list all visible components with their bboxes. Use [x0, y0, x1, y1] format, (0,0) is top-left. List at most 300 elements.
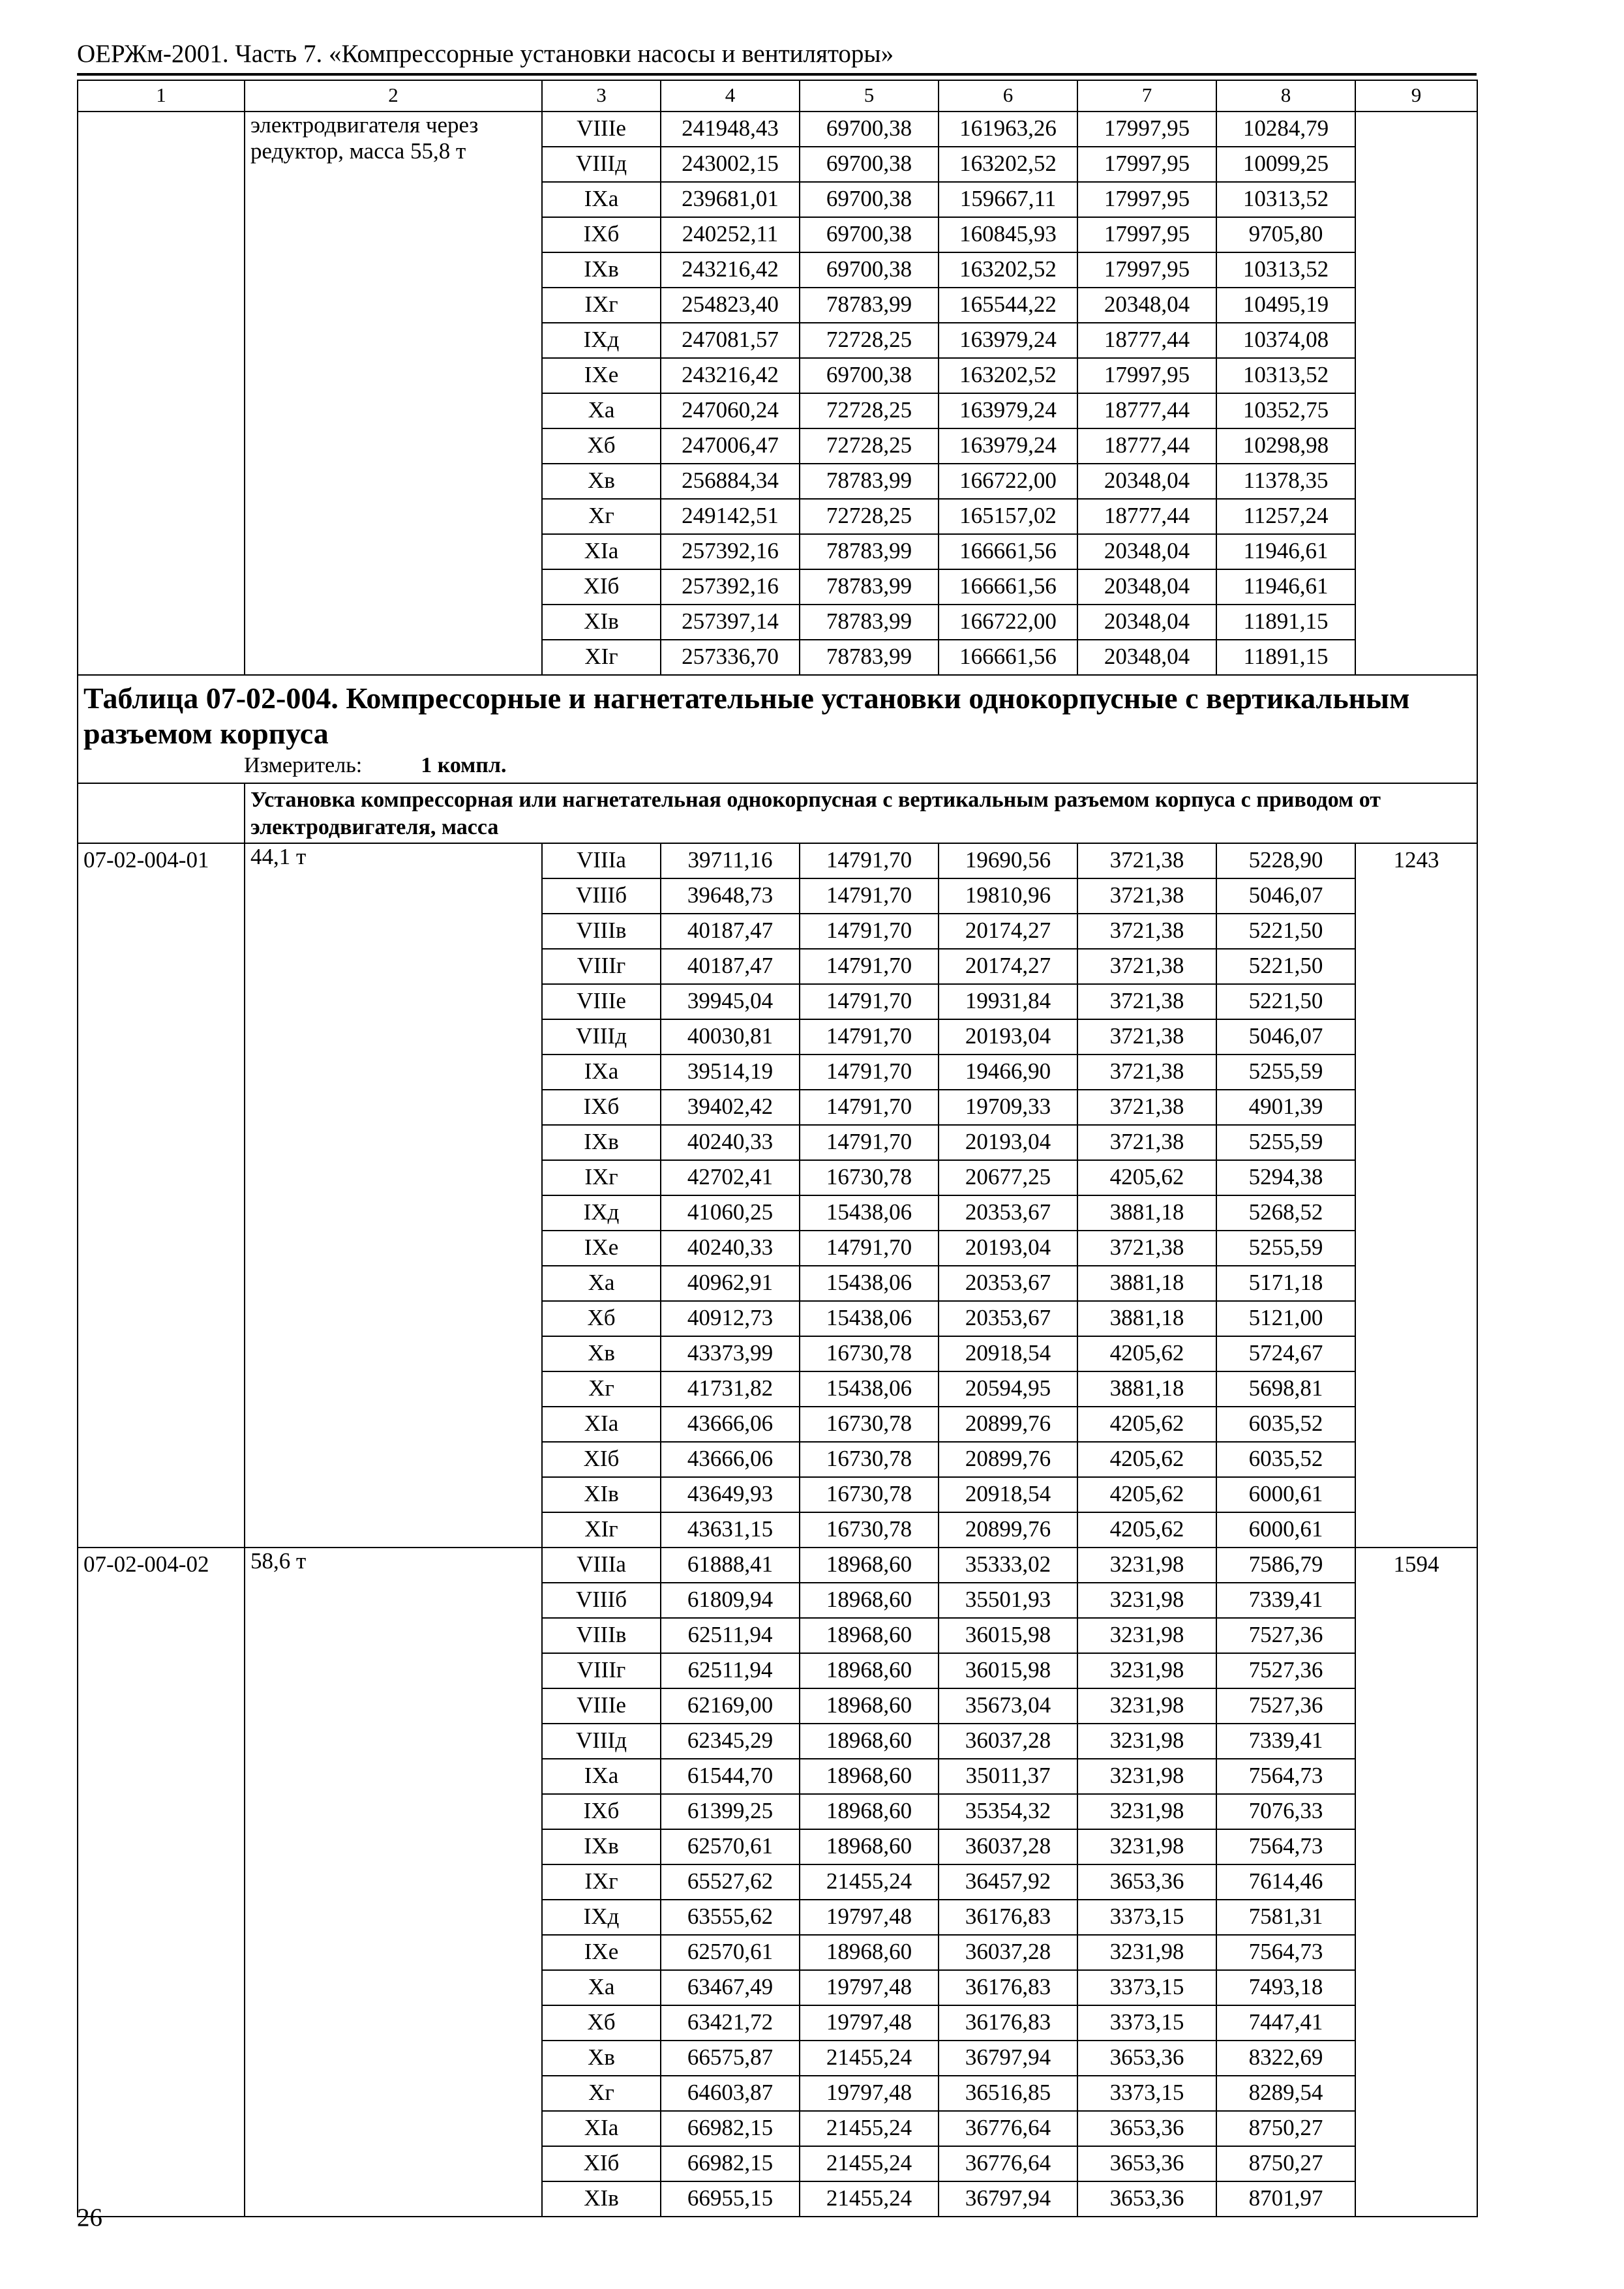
value-cell: 35354,32 — [939, 1794, 1077, 1829]
value-cell: 41731,82 — [661, 1371, 800, 1407]
zone-cell: IXе — [542, 358, 661, 393]
zone-cell: Xа — [542, 393, 661, 428]
value-cell: 78783,99 — [800, 464, 939, 499]
zone-cell: IXа — [542, 182, 661, 217]
value-cell: 43373,99 — [661, 1336, 800, 1371]
value-cell: 66575,87 — [661, 2041, 800, 2076]
value-cell: 4205,62 — [1077, 1442, 1216, 1477]
value-cell: 19690,56 — [939, 843, 1077, 878]
value-cell: 18968,60 — [800, 1618, 939, 1653]
value-cell: 66982,15 — [661, 2146, 800, 2181]
value-cell: 36037,28 — [939, 1935, 1077, 1970]
zone-cell: XIг — [542, 1512, 661, 1548]
value-cell: 20348,04 — [1077, 569, 1216, 605]
value-cell: 20348,04 — [1077, 534, 1216, 569]
value-cell: 20348,04 — [1077, 605, 1216, 640]
value-cell: 16730,78 — [800, 1477, 939, 1512]
value-cell: 19797,48 — [800, 2005, 939, 2041]
value-cell: 243216,42 — [661, 252, 800, 288]
value-cell: 61399,25 — [661, 1794, 800, 1829]
value-cell: 11891,15 — [1216, 640, 1355, 675]
zone-cell: Xв — [542, 2041, 661, 2076]
value-cell: 249142,51 — [661, 499, 800, 534]
value-cell: 16730,78 — [800, 1512, 939, 1548]
value-cell: 36037,28 — [939, 1829, 1077, 1864]
value-cell: 5255,59 — [1216, 1125, 1355, 1160]
column-number: 5 — [800, 80, 939, 112]
value-cell: 165157,02 — [939, 499, 1077, 534]
value-cell: 16730,78 — [800, 1336, 939, 1371]
value-cell: 5121,00 — [1216, 1301, 1355, 1336]
value-cell: 10313,52 — [1216, 252, 1355, 288]
value-cell: 163979,24 — [939, 393, 1077, 428]
column-9-value — [1355, 112, 1477, 675]
value-cell: 36797,94 — [939, 2181, 1077, 2217]
subheading-row — [78, 783, 1477, 843]
zone-cell: Xб — [542, 1301, 661, 1336]
column-number: 6 — [939, 80, 1077, 112]
value-cell: 14791,70 — [800, 843, 939, 878]
value-cell: 20353,67 — [939, 1195, 1077, 1231]
column-number: 3 — [542, 80, 661, 112]
value-cell: 3231,98 — [1077, 1759, 1216, 1794]
value-cell: 18777,44 — [1077, 323, 1216, 358]
value-cell: 7614,46 — [1216, 1864, 1355, 1900]
value-cell: 254823,40 — [661, 288, 800, 323]
zone-cell: Xв — [542, 464, 661, 499]
table-row — [78, 112, 1477, 147]
column-number: 9 — [1355, 80, 1477, 112]
value-cell: 78783,99 — [800, 605, 939, 640]
value-cell: 9705,80 — [1216, 217, 1355, 252]
value-cell: 3373,15 — [1077, 1970, 1216, 2005]
value-cell: 62570,61 — [661, 1935, 800, 1970]
value-cell: 15438,06 — [800, 1301, 939, 1336]
value-cell: 61544,70 — [661, 1759, 800, 1794]
value-cell: 16730,78 — [800, 1160, 939, 1195]
value-cell: 18968,60 — [800, 1583, 939, 1618]
zone-cell: IXб — [542, 1090, 661, 1125]
value-cell: 36176,83 — [939, 2005, 1077, 2041]
value-cell: 3373,15 — [1077, 1900, 1216, 1935]
value-cell: 40187,47 — [661, 914, 800, 949]
item-code: 07-02-004-02 — [78, 1548, 245, 2217]
value-cell: 69700,38 — [800, 182, 939, 217]
zone-cell: VIIIд — [542, 147, 661, 182]
value-cell: 20677,25 — [939, 1160, 1077, 1195]
value-cell: 36176,83 — [939, 1970, 1077, 2005]
value-cell: 10284,79 — [1216, 112, 1355, 147]
value-cell: 160845,93 — [939, 217, 1077, 252]
value-cell: 239681,01 — [661, 182, 800, 217]
zone-cell: XIв — [542, 1477, 661, 1512]
value-cell: 11891,15 — [1216, 605, 1355, 640]
table-row — [78, 1548, 1477, 1583]
value-cell: 3881,18 — [1077, 1195, 1216, 1231]
value-cell: 21455,24 — [800, 2111, 939, 2146]
value-cell: 11378,35 — [1216, 464, 1355, 499]
zone-cell: Xг — [542, 499, 661, 534]
value-cell: 72728,25 — [800, 323, 939, 358]
value-cell: 5221,50 — [1216, 984, 1355, 1019]
value-cell: 3653,36 — [1077, 2041, 1216, 2076]
value-cell: 6000,61 — [1216, 1512, 1355, 1548]
value-cell: 61888,41 — [661, 1548, 800, 1583]
value-cell: 35011,37 — [939, 1759, 1077, 1794]
value-cell: 40240,33 — [661, 1125, 800, 1160]
value-cell: 8750,27 — [1216, 2146, 1355, 2181]
value-cell: 21455,24 — [800, 2146, 939, 2181]
value-cell: 163202,52 — [939, 147, 1077, 182]
value-cell: 3721,38 — [1077, 1019, 1216, 1055]
value-cell: 20348,04 — [1077, 464, 1216, 499]
value-cell: 257336,70 — [661, 640, 800, 675]
value-cell: 10313,52 — [1216, 358, 1355, 393]
value-cell: 14791,70 — [800, 1019, 939, 1055]
value-cell: 6000,61 — [1216, 1477, 1355, 1512]
subheading: Установка компрессорная или нагнетательная однокорпусная с вертикальным разъемом корпуса с приводом от электродвигателя, масса — [245, 783, 1477, 843]
value-cell: 43666,06 — [661, 1442, 800, 1477]
value-cell: 36797,94 — [939, 2041, 1077, 2076]
value-cell: 20193,04 — [939, 1019, 1077, 1055]
value-cell: 3231,98 — [1077, 1583, 1216, 1618]
value-cell: 42702,41 — [661, 1160, 800, 1195]
value-cell: 35673,04 — [939, 1688, 1077, 1724]
column-number: 2 — [245, 80, 542, 112]
value-cell: 19709,33 — [939, 1090, 1077, 1125]
value-cell: 10298,98 — [1216, 428, 1355, 464]
value-cell: 3721,38 — [1077, 1231, 1216, 1266]
zone-cell: IXг — [542, 1864, 661, 1900]
column-number: 4 — [661, 80, 800, 112]
value-cell: 18968,60 — [800, 1653, 939, 1688]
value-cell: 69700,38 — [800, 112, 939, 147]
value-cell: 63555,62 — [661, 1900, 800, 1935]
header-rule — [77, 73, 1477, 76]
value-cell: 35333,02 — [939, 1548, 1077, 1583]
value-cell: 4205,62 — [1077, 1336, 1216, 1371]
value-cell: 62511,94 — [661, 1653, 800, 1688]
value-cell: 5294,38 — [1216, 1160, 1355, 1195]
value-cell: 63421,72 — [661, 2005, 800, 2041]
zone-cell: IXг — [542, 1160, 661, 1195]
value-cell: 5046,07 — [1216, 878, 1355, 914]
value-cell: 165544,22 — [939, 288, 1077, 323]
value-cell: 36037,28 — [939, 1724, 1077, 1759]
value-cell: 5228,90 — [1216, 843, 1355, 878]
zone-cell: IXа — [542, 1759, 661, 1794]
value-cell: 18968,60 — [800, 1548, 939, 1583]
column-number: 1 — [78, 80, 245, 112]
value-cell: 7527,36 — [1216, 1653, 1355, 1688]
value-cell: 11946,61 — [1216, 569, 1355, 605]
value-cell: 7564,73 — [1216, 1829, 1355, 1864]
zone-cell: VIIIе — [542, 112, 661, 147]
value-cell: 5698,81 — [1216, 1371, 1355, 1407]
value-cell: 17997,95 — [1077, 112, 1216, 147]
value-cell: 256884,34 — [661, 464, 800, 499]
value-cell: 5724,67 — [1216, 1336, 1355, 1371]
value-cell: 19466,90 — [939, 1055, 1077, 1090]
value-cell: 166661,56 — [939, 534, 1077, 569]
value-cell: 166661,56 — [939, 640, 1077, 675]
value-cell: 257392,16 — [661, 569, 800, 605]
zone-cell: IXд — [542, 1900, 661, 1935]
value-cell: 10352,75 — [1216, 393, 1355, 428]
value-cell: 3373,15 — [1077, 2076, 1216, 2111]
value-cell: 3721,38 — [1077, 843, 1216, 878]
value-cell: 18777,44 — [1077, 393, 1216, 428]
zone-cell: XIб — [542, 569, 661, 605]
value-cell: 40240,33 — [661, 1231, 800, 1266]
value-cell: 17997,95 — [1077, 182, 1216, 217]
value-cell: 78783,99 — [800, 569, 939, 605]
table-caption-row — [78, 675, 1477, 783]
value-cell: 3721,38 — [1077, 1125, 1216, 1160]
value-cell: 14791,70 — [800, 949, 939, 984]
zone-cell: Xб — [542, 428, 661, 464]
value-cell: 4205,62 — [1077, 1160, 1216, 1195]
zone-cell: Xа — [542, 1266, 661, 1301]
value-cell: 19797,48 — [800, 1970, 939, 2005]
value-cell: 78783,99 — [800, 640, 939, 675]
item-name: 44,1 т — [245, 843, 542, 1548]
value-cell: 6035,52 — [1216, 1407, 1355, 1442]
value-cell: 14791,70 — [800, 878, 939, 914]
zone-cell: IXд — [542, 1195, 661, 1231]
value-cell: 61809,94 — [661, 1583, 800, 1618]
zone-cell: VIIIб — [542, 1583, 661, 1618]
subheading-empty-cell — [78, 783, 245, 843]
value-cell: 20174,27 — [939, 949, 1077, 984]
value-cell: 3231,98 — [1077, 1935, 1216, 1970]
value-cell: 18777,44 — [1077, 499, 1216, 534]
value-cell: 20348,04 — [1077, 288, 1216, 323]
value-cell: 62169,00 — [661, 1688, 800, 1724]
value-cell: 39402,42 — [661, 1090, 800, 1125]
value-cell: 21455,24 — [800, 2181, 939, 2217]
zone-cell: VIIIе — [542, 1688, 661, 1724]
value-cell: 5221,50 — [1216, 949, 1355, 984]
value-cell: 72728,25 — [800, 428, 939, 464]
item-name: 58,6 т — [245, 1548, 542, 2217]
value-cell: 64603,87 — [661, 2076, 800, 2111]
zone-cell: VIIIв — [542, 914, 661, 949]
zone-cell: XIв — [542, 605, 661, 640]
zone-cell: IXе — [542, 1935, 661, 1970]
zone-cell: XIа — [542, 1407, 661, 1442]
value-cell: 8322,69 — [1216, 2041, 1355, 2076]
value-cell: 14791,70 — [800, 1055, 939, 1090]
value-cell: 17997,95 — [1077, 358, 1216, 393]
zone-cell: IXд — [542, 323, 661, 358]
table-row — [78, 843, 1477, 878]
value-cell: 5268,52 — [1216, 1195, 1355, 1231]
value-cell: 166722,00 — [939, 605, 1077, 640]
zone-cell: VIIIг — [542, 1653, 661, 1688]
zone-cell: IXа — [542, 1055, 661, 1090]
zone-cell: Xг — [542, 1371, 661, 1407]
value-cell: 3231,98 — [1077, 1829, 1216, 1864]
value-cell: 14791,70 — [800, 1231, 939, 1266]
value-cell: 21455,24 — [800, 1864, 939, 1900]
value-cell: 14791,70 — [800, 984, 939, 1019]
value-cell: 20174,27 — [939, 914, 1077, 949]
value-cell: 6035,52 — [1216, 1442, 1355, 1477]
value-cell: 69700,38 — [800, 358, 939, 393]
value-cell: 18968,60 — [800, 1724, 939, 1759]
value-cell: 3881,18 — [1077, 1301, 1216, 1336]
value-cell: 3881,18 — [1077, 1266, 1216, 1301]
value-cell: 11257,24 — [1216, 499, 1355, 534]
value-cell: 247006,47 — [661, 428, 800, 464]
value-cell: 10495,19 — [1216, 288, 1355, 323]
zone-cell: XIб — [542, 2146, 661, 2181]
value-cell: 40912,73 — [661, 1301, 800, 1336]
value-cell: 7076,33 — [1216, 1794, 1355, 1829]
value-cell: 72728,25 — [800, 393, 939, 428]
value-cell: 3721,38 — [1077, 878, 1216, 914]
value-cell: 14791,70 — [800, 914, 939, 949]
value-cell: 3721,38 — [1077, 984, 1216, 1019]
value-cell: 243002,15 — [661, 147, 800, 182]
zone-cell: IXв — [542, 1829, 661, 1864]
value-cell: 3231,98 — [1077, 1794, 1216, 1829]
value-cell: 20193,04 — [939, 1231, 1077, 1266]
value-cell: 159667,11 — [939, 182, 1077, 217]
zone-cell: IXг — [542, 288, 661, 323]
value-cell: 5221,50 — [1216, 914, 1355, 949]
value-cell: 20594,95 — [939, 1371, 1077, 1407]
value-cell: 19810,96 — [939, 878, 1077, 914]
value-cell: 43631,15 — [661, 1512, 800, 1548]
value-cell: 166661,56 — [939, 569, 1077, 605]
value-cell: 14791,70 — [800, 1125, 939, 1160]
value-cell: 15438,06 — [800, 1371, 939, 1407]
value-cell: 20918,54 — [939, 1477, 1077, 1512]
value-cell: 3653,36 — [1077, 2181, 1216, 2217]
zone-cell: VIIIд — [542, 1724, 661, 1759]
column-number: 7 — [1077, 80, 1216, 112]
value-cell: 43666,06 — [661, 1407, 800, 1442]
value-cell: 18968,60 — [800, 1688, 939, 1724]
value-cell: 3231,98 — [1077, 1724, 1216, 1759]
zone-cell: Xг — [542, 2076, 661, 2111]
value-cell: 3721,38 — [1077, 949, 1216, 984]
value-cell: 163202,52 — [939, 358, 1077, 393]
value-cell: 20918,54 — [939, 1336, 1077, 1371]
value-cell: 243216,42 — [661, 358, 800, 393]
value-cell: 18968,60 — [800, 1829, 939, 1864]
value-cell: 17997,95 — [1077, 217, 1216, 252]
value-cell: 3721,38 — [1077, 1055, 1216, 1090]
value-cell: 161963,26 — [939, 112, 1077, 147]
value-cell: 247081,57 — [661, 323, 800, 358]
price-table-body — [78, 80, 1477, 2217]
value-cell: 8701,97 — [1216, 2181, 1355, 2217]
value-cell: 19797,48 — [800, 1900, 939, 1935]
value-cell: 17997,95 — [1077, 147, 1216, 182]
value-cell: 35501,93 — [939, 1583, 1077, 1618]
value-cell: 18968,60 — [800, 1935, 939, 1970]
value-cell: 5171,18 — [1216, 1266, 1355, 1301]
value-cell: 4205,62 — [1077, 1477, 1216, 1512]
value-cell: 40962,91 — [661, 1266, 800, 1301]
value-cell: 36516,85 — [939, 2076, 1077, 2111]
value-cell: 10374,08 — [1216, 323, 1355, 358]
value-cell: 3373,15 — [1077, 2005, 1216, 2041]
zone-cell: IXв — [542, 252, 661, 288]
value-cell: 62511,94 — [661, 1618, 800, 1653]
value-cell: 40030,81 — [661, 1019, 800, 1055]
value-cell: 20899,76 — [939, 1512, 1077, 1548]
zone-cell: XIа — [542, 534, 661, 569]
value-cell: 39514,19 — [661, 1055, 800, 1090]
value-cell: 18968,60 — [800, 1759, 939, 1794]
value-cell: 39945,04 — [661, 984, 800, 1019]
value-cell: 39648,73 — [661, 878, 800, 914]
zone-cell: IXе — [542, 1231, 661, 1266]
value-cell: 3653,36 — [1077, 2111, 1216, 2146]
value-cell: 20193,04 — [939, 1125, 1077, 1160]
value-cell: 241948,43 — [661, 112, 800, 147]
value-cell: 16730,78 — [800, 1442, 939, 1477]
price-table — [77, 80, 1478, 2217]
value-cell: 21455,24 — [800, 2041, 939, 2076]
value-cell: 163202,52 — [939, 252, 1077, 288]
value-cell: 20353,67 — [939, 1301, 1077, 1336]
zone-cell: Xв — [542, 1336, 661, 1371]
value-cell: 19931,84 — [939, 984, 1077, 1019]
value-cell: 3231,98 — [1077, 1618, 1216, 1653]
value-cell: 3231,98 — [1077, 1688, 1216, 1724]
value-cell: 3721,38 — [1077, 914, 1216, 949]
zone-cell: IXв — [542, 1125, 661, 1160]
value-cell: 3653,36 — [1077, 2146, 1216, 2181]
value-cell: 7527,36 — [1216, 1618, 1355, 1653]
value-cell: 69700,38 — [800, 252, 939, 288]
value-cell: 62345,29 — [661, 1724, 800, 1759]
value-cell: 41060,25 — [661, 1195, 800, 1231]
page-number: 26 — [77, 2204, 102, 2232]
value-cell: 78783,99 — [800, 288, 939, 323]
unit-line — [83, 751, 1470, 780]
value-cell: 62570,61 — [661, 1829, 800, 1864]
value-cell: 69700,38 — [800, 217, 939, 252]
zone-cell: XIа — [542, 2111, 661, 2146]
value-cell: 63467,49 — [661, 1970, 800, 2005]
value-cell: 7447,41 — [1216, 2005, 1355, 2041]
value-cell: 10313,52 — [1216, 182, 1355, 217]
value-cell: 4205,62 — [1077, 1512, 1216, 1548]
value-cell: 257392,16 — [661, 534, 800, 569]
value-cell: 5255,59 — [1216, 1055, 1355, 1090]
value-cell: 257397,14 — [661, 605, 800, 640]
value-cell: 15438,06 — [800, 1266, 939, 1301]
column-numbers-row — [78, 80, 1477, 112]
item-code — [78, 112, 245, 675]
value-cell: 11946,61 — [1216, 534, 1355, 569]
value-cell: 36776,64 — [939, 2146, 1077, 2181]
value-cell: 4901,39 — [1216, 1090, 1355, 1125]
value-cell: 7586,79 — [1216, 1548, 1355, 1583]
value-cell: 7527,36 — [1216, 1688, 1355, 1724]
value-cell: 7339,41 — [1216, 1583, 1355, 1618]
page-header: ОЕРЖм-2001. Часть 7. «Компрессорные установки насосы и вентиляторы» — [77, 40, 894, 68]
value-cell: 20899,76 — [939, 1407, 1077, 1442]
value-cell: 69700,38 — [800, 147, 939, 182]
value-cell: 78783,99 — [800, 534, 939, 569]
